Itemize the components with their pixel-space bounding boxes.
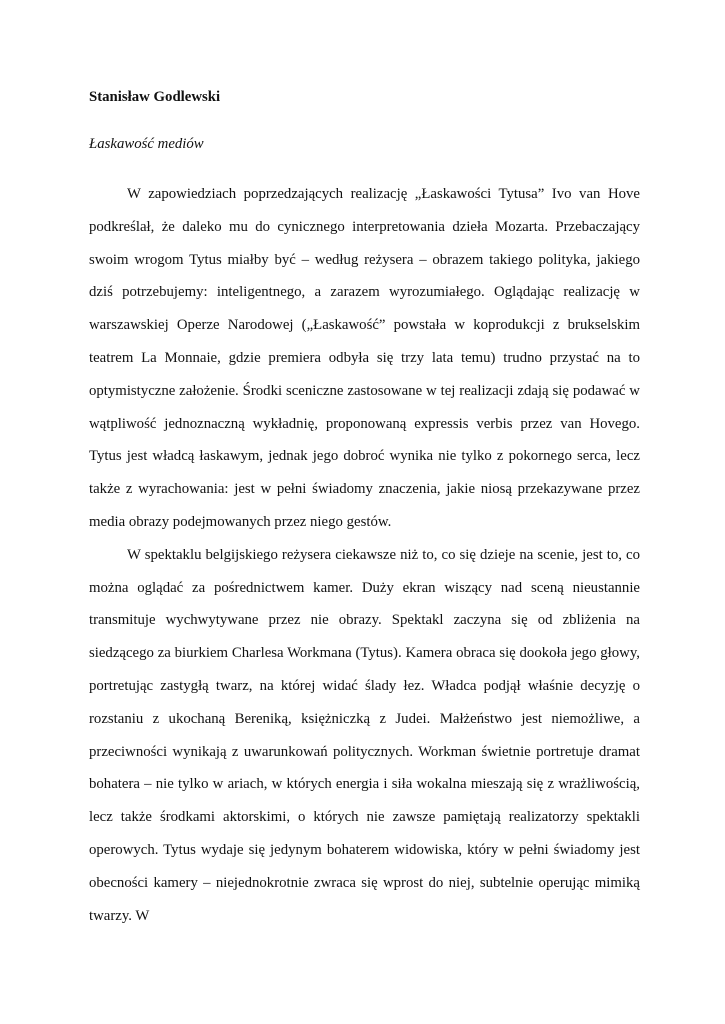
article-title: Łaskawość mediów [89,136,204,152]
text-column [89,87,640,932]
paragraph-1: W zapowiedziach poprzedzających realizację „Łaskawości Tytusa” Ivo van Hove podkreślał, że daleko mu do cynicznego interpretowania dzieła Mozarta. Przebaczający swoim wrogom Tytus miałby być – według reżysera – obrazem takiego polityka, jakiego dziś potrzebujemy: inteligentnego, a zarazem wyrozumiałego. Oglądając realizację w warszawskiej Operze Narodowej („Łaskawość” powstała w koprodukcji z brukselskim teatrem La Monnaie, gdzie premiera odbyła się trzy lata temu) trudno przystać na to optymistyczne założenie. Środki sceniczne zastosowane w tej realizacji zdają się podawać w wątpliwość jednoznaczną wykładnię, proponowaną expressis verbis przez van Hovego. Tytus jest władcą łaskawym, jednak jego dobroć wynika nie tylko z pokornego serca, lecz także z wyrachowania: jest w pełni świadomy znaczenia, jakie niosą przekazywane przez media obrazy podejmowanych przez niego gestów. [89,186,640,530]
article-body [89,178,640,932]
author-name: Stanisław Godlewski [89,89,221,105]
paragraph-2: W spektaklu belgijskiego reżysera ciekawsze niż to, co się dzieje na scenie, jest to, co można oglądać za pośrednictwem kamer. Duży ekran wiszący nad sceną nieustannie transmituje wychwytywane przez nie obrazy. Spektakl zaczyna się od zbliżenia na siedzącego za biurkiem Charlesa Workmana (Tytus). Kamera obraca się dookoła jego głowy, portretując zastygłą twarz, na której widać ślady łez. Władca podjął właśnie decyzję o rozstaniu z ukochaną Bereniką, księżniczką z Judei. Małżeństwo jest niemożliwe, a przeciwności wynikają z uwarunkowań politycznych. Workman świetnie portretuje dramat bohatera – nie tylko w ariach, w których energia i siła wokalna mieszają się z wrażliwością, lecz także środkami aktorskimi, o których nie zawsze pamiętają realizatorzy spektakli operowych. Tytus wydaje się jedynym bohaterem widowiska, który w pełni świadomy jest obecności kamery – niejednokrotnie zwraca się wprost do niej, subtelnie operując mimiką twarzy. W [89,546,640,924]
